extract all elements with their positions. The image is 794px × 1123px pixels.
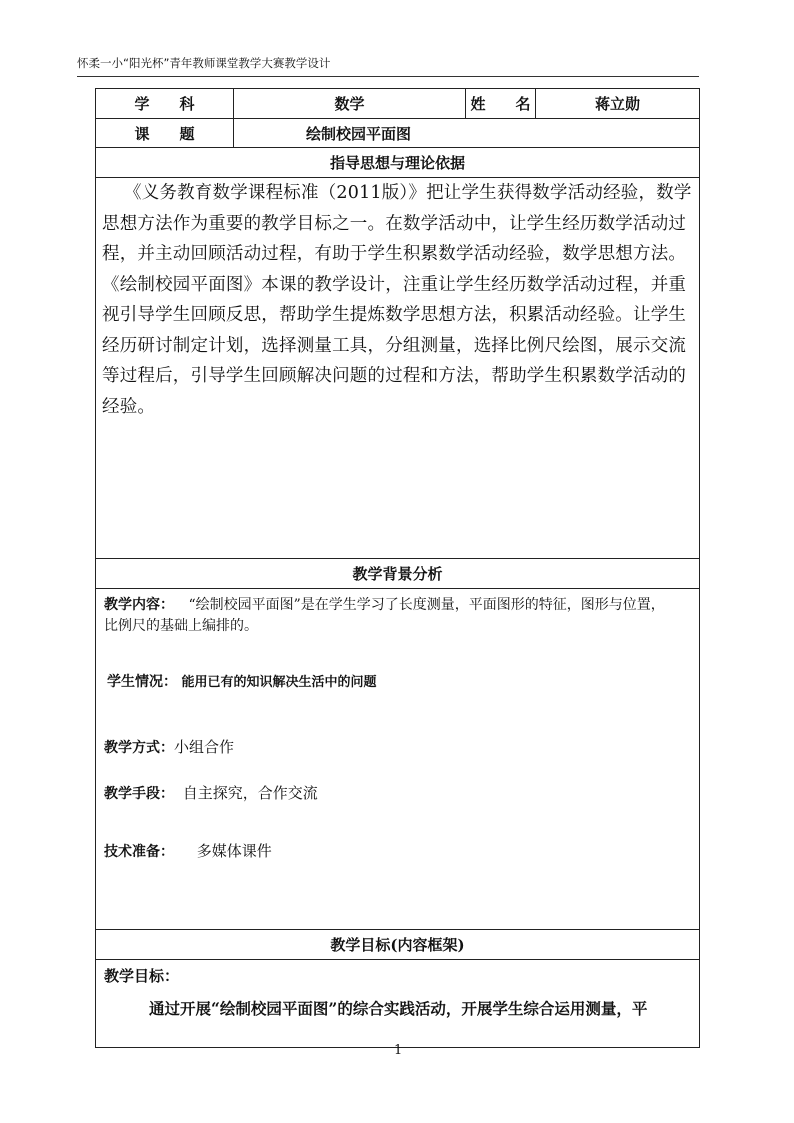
student-label: 学生情况：: [107, 674, 177, 690]
content-text-cont: 比例尺的基础上编排的。: [104, 618, 258, 634]
page-header: 怀柔一小“阳光杯”青年教师课堂教学大赛教学设计: [77, 56, 331, 70]
guiding-cell: [96, 178, 700, 559]
page-number: 1: [394, 1043, 403, 1058]
guiding-title: 指导思想与理论依据: [96, 148, 700, 178]
goals-cell: [96, 960, 700, 1048]
student-text: 能用已有的知识解决生活中的问题: [181, 675, 377, 690]
name-value: 蒋立勋: [536, 89, 700, 119]
topic-label: 课 题: [96, 119, 234, 148]
tech-text: 多媒体课件: [196, 842, 272, 860]
method-text: 小组合作: [174, 738, 235, 756]
method-label: 教学方式：: [104, 740, 174, 756]
background-cell: [96, 589, 700, 930]
goals-text: 通过开展“绘制校园平面图”的综合实践活动，开展学生综合运用测量，平: [149, 999, 648, 1018]
background-title: 教学背景分析: [96, 559, 700, 589]
name-label: 姓 名: [466, 89, 536, 119]
lesson-plan-table: [95, 88, 700, 1048]
subject-label: 学 科: [96, 89, 234, 119]
content-text: “绘制校园平面图”是在学生学习了长度测量，平面图形的特征，图形与位置，: [188, 597, 665, 613]
subject-value: 数学: [234, 89, 466, 119]
means-text: 自主探究，合作交流: [182, 784, 318, 802]
guiding-text: 《义务教育数学课程标准（2011版）》把让学生获得数学活动经验，数学思想方法作为重要的教学目标之一。在数学活动中，让学生经历数学活动过程，并主动回顾活动过程，有助于学生积累数学活动经验，数学思想方法。《绘制校园平面图》本课的教学设计，注重让学生经历数学活动过程，并重视引导学生回顾反思，帮助学生提炼数学思想方法，积累活动经验。让学生经历研讨制定计划，选择测量工具，分组测量，选择比例尺绘图，展示交流等过程后，引导学生回顾解决问题的过程和方法，帮助学生积累数学活动的经验。: [102, 183, 692, 417]
means-label: 教学手段：: [104, 786, 174, 802]
goals-title: 教学目标(内容框架): [96, 930, 700, 960]
topic-value: 绘制校园平面图: [234, 119, 700, 148]
goals-label: 教学目标：: [104, 967, 180, 985]
content-label: 教学内容：: [104, 597, 174, 613]
tech-label: 技术准备：: [104, 844, 174, 860]
header-rule: [77, 76, 699, 77]
